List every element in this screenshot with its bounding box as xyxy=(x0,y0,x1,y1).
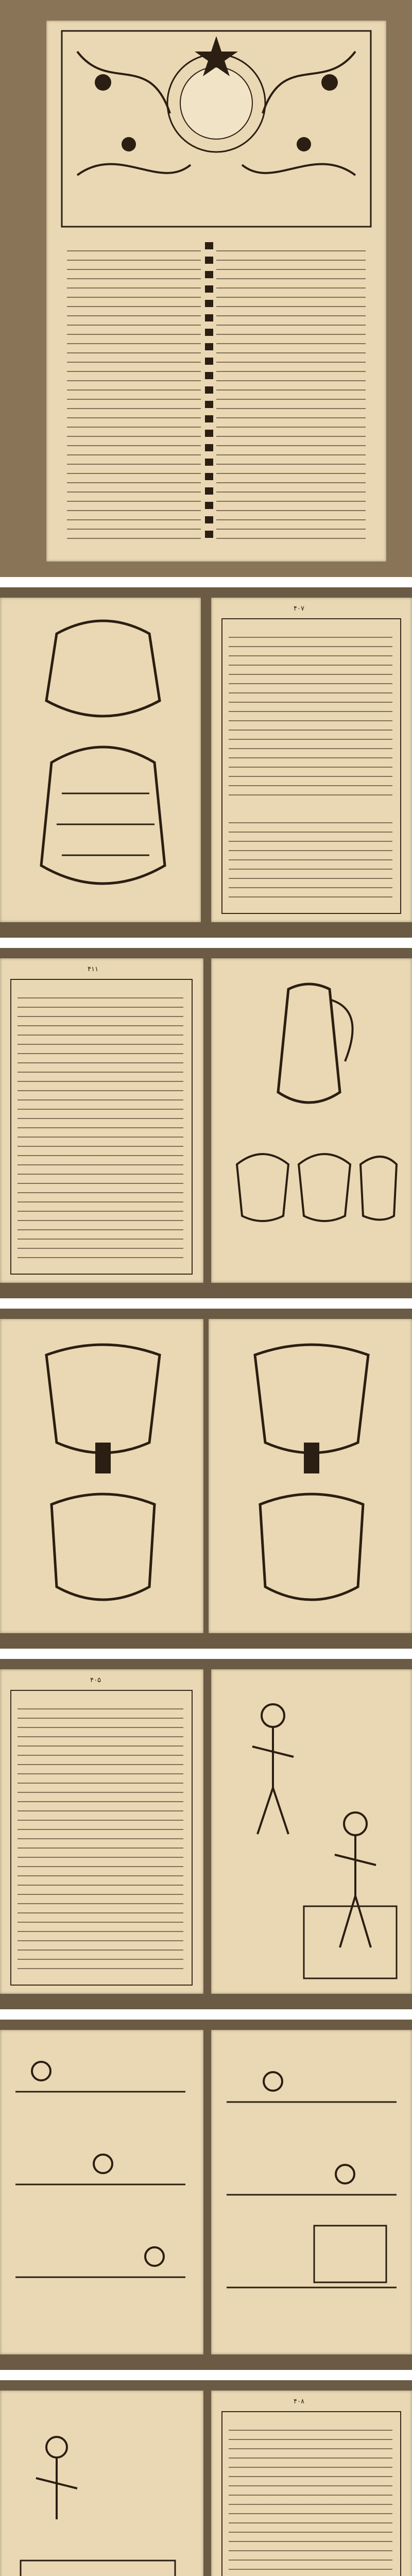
vase-pair-drawing xyxy=(0,1319,203,1633)
panel-figures-and-text xyxy=(0,2380,412,2576)
page-number: ۴۰۷ xyxy=(294,605,304,613)
left-page-text xyxy=(0,1669,203,1994)
text-block xyxy=(229,629,392,799)
right-page-figures xyxy=(211,1669,412,1994)
left-page-text xyxy=(0,958,203,1283)
vase-drawing xyxy=(0,598,201,922)
figures-illustration xyxy=(0,2391,203,2576)
right-page-vases xyxy=(209,1319,412,1633)
title-page-text-left xyxy=(67,242,201,541)
procession-illustration xyxy=(0,2030,203,2354)
left-page-vases xyxy=(0,1319,203,1633)
left-page-figures xyxy=(0,2391,203,2576)
page-number: ۴۱۱ xyxy=(88,965,98,973)
text-block-lower xyxy=(229,814,392,902)
page-number: ۴۰۸ xyxy=(294,2398,304,2405)
panel-title-page xyxy=(0,0,412,577)
text-block xyxy=(18,989,183,1262)
right-page-illustration xyxy=(211,2030,412,2354)
vase-pair-drawing xyxy=(209,1319,412,1633)
panel-procession xyxy=(0,2020,412,2370)
text-block xyxy=(229,2421,392,2576)
page-number: ۴۰۵ xyxy=(90,1676,101,1684)
title-page-text-right xyxy=(216,242,366,541)
text-block xyxy=(18,1700,183,1973)
left-page-vases xyxy=(0,598,201,922)
panel-text-and-ewers xyxy=(0,948,412,1298)
ewer-drawing xyxy=(211,958,412,1283)
right-page-text xyxy=(211,598,412,922)
figures-illustration xyxy=(211,1669,412,1994)
procession-illustration xyxy=(211,2030,412,2354)
right-page-ewers xyxy=(211,958,412,1283)
left-page-illustration xyxy=(0,2030,203,2354)
panel-vase-spread xyxy=(0,1309,412,1649)
panel-text-and-figures xyxy=(0,1659,412,2009)
right-page-text xyxy=(211,2391,412,2576)
illuminated-headpiece xyxy=(46,21,386,237)
floral-divider xyxy=(205,242,213,541)
title-page-paper xyxy=(46,21,386,562)
panel-vases-and-text xyxy=(0,587,412,938)
